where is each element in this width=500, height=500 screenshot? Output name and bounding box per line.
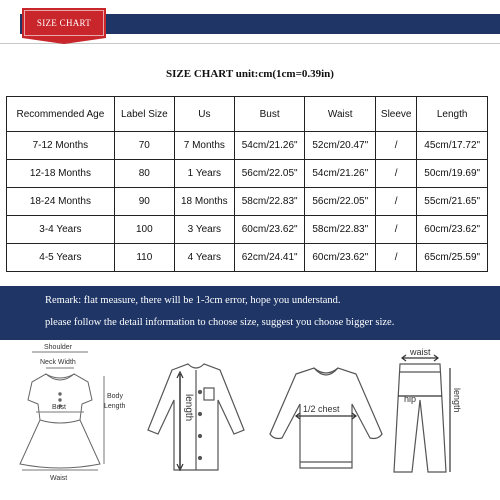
cell: 7 Months (174, 132, 234, 160)
diagrams-svg (0, 342, 500, 492)
table-row (7, 188, 488, 216)
table-row (7, 244, 488, 272)
dress-bust-label: Bust (52, 404, 67, 411)
cell: 80 (114, 160, 174, 188)
badge-label: SIZE CHART (36, 18, 92, 28)
cell: 60cm/23.62" (234, 216, 305, 244)
cell: 65cm/25.59" (417, 244, 488, 272)
shirt-diagram-icon (148, 364, 244, 470)
header-length: Length (417, 97, 488, 132)
header-recommended-age: Recommended Age (7, 97, 115, 132)
remark-line-2: please follow the detail information to choose size, suggest you choose bigger size. (45, 317, 395, 328)
dress-neck-label: Neck Width (40, 359, 76, 366)
cell: 50cm/19.69" (417, 160, 488, 188)
shirt-length-label: length (183, 394, 194, 422)
cell: 4 Years (174, 244, 234, 272)
cell: 60cm/23.62" (305, 244, 376, 272)
remark-banner (0, 286, 500, 340)
cell: 3-4 Years (7, 216, 115, 244)
measurement-diagrams (0, 342, 500, 492)
cell: 70 (114, 132, 174, 160)
cell: 4-5 Years (7, 244, 115, 272)
cell: 45cm/17.72" (417, 132, 488, 160)
pants-diagram-icon (394, 355, 450, 472)
size-table (6, 96, 488, 272)
cell: / (376, 216, 417, 244)
page-title: SIZE CHART unit:cm(1cm=0.39in) (166, 68, 334, 80)
sweater-diagram-icon (270, 368, 382, 468)
cell: 58cm/22.83" (234, 188, 305, 216)
cell: 56cm/22.05" (305, 188, 376, 216)
cell: 1 Years (174, 160, 234, 188)
sweater-chest-label: 1/2 chest (303, 404, 340, 414)
table-header-row (7, 97, 488, 132)
table-row (7, 132, 488, 160)
cell: 18-24 Months (7, 188, 115, 216)
cell: 12-18 Months (7, 160, 115, 188)
cell: 55cm/21.65" (417, 188, 488, 216)
header-us: Us (174, 97, 234, 132)
cell: 62cm/24.41" (234, 244, 305, 272)
header-waist: Waist (305, 97, 376, 132)
cell: 100 (114, 216, 174, 244)
dress-length-label: Length (104, 403, 126, 410)
cell: 54cm/21.26" (305, 160, 376, 188)
cell: 7-12 Months (7, 132, 115, 160)
cell: 90 (114, 188, 174, 216)
cell: 3 Years (174, 216, 234, 244)
cell: / (376, 244, 417, 272)
cell: 52cm/20.47" (305, 132, 376, 160)
remark-line-1: Remark: flat measure, there will be 1-3cm error, hope you understand. (45, 295, 341, 306)
table-row (7, 216, 488, 244)
cell: 58cm/22.83" (305, 216, 376, 244)
header-sleeve: Sleeve (376, 97, 417, 132)
dress-waist-label: Waist (50, 475, 68, 482)
cell: / (376, 160, 417, 188)
cell: 60cm/23.62" (417, 216, 488, 244)
cell: 110 (114, 244, 174, 272)
pants-waist-label: waist (410, 347, 431, 357)
size-chart-badge (22, 8, 106, 38)
pants-hip-label: hip (404, 394, 417, 404)
cell: / (376, 132, 417, 160)
cell: 54cm/21.26" (234, 132, 305, 160)
cell: / (376, 188, 417, 216)
cell: 56cm/22.05" (234, 160, 305, 188)
header-bust: Bust (234, 97, 305, 132)
table-row (7, 160, 488, 188)
dress-shoulder-label: Shoulder (44, 344, 73, 351)
dress-diagram-icon (20, 352, 104, 470)
dress-body-label: Body (107, 393, 123, 400)
cell: 18 Months (174, 188, 234, 216)
pants-length-label: length (452, 388, 462, 413)
header-label-size: Label Size (114, 97, 174, 132)
